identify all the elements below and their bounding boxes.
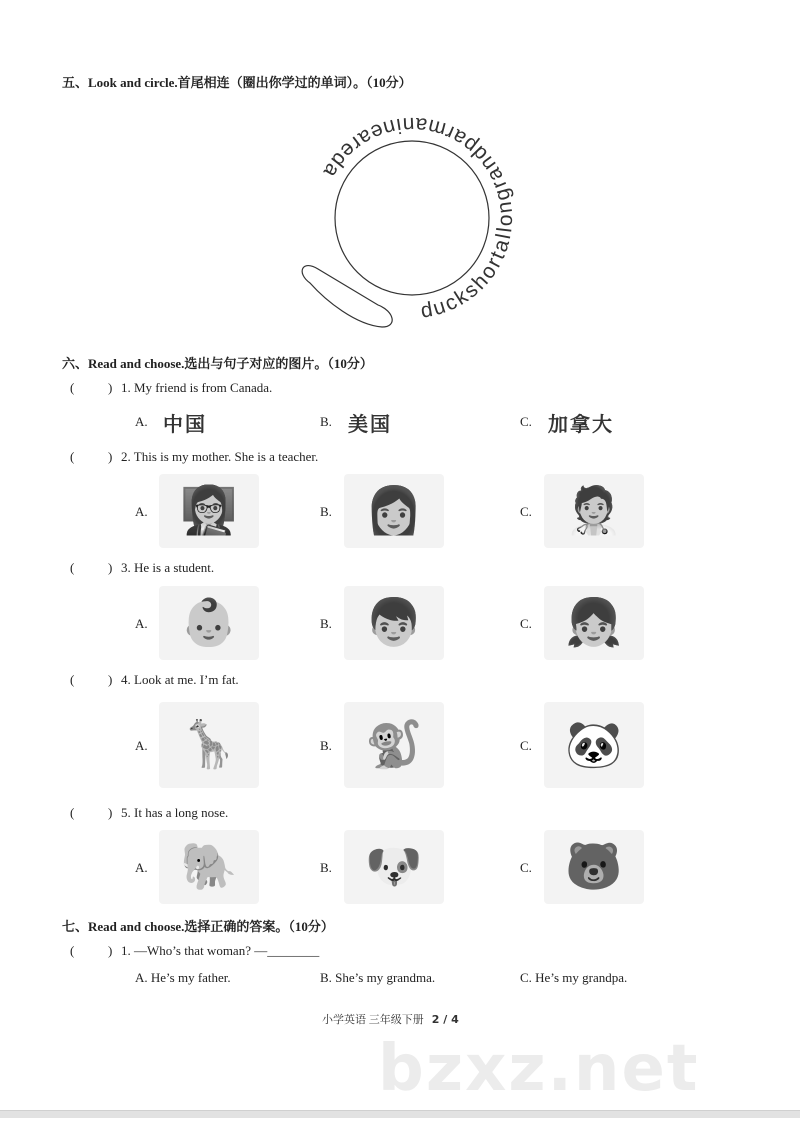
- answer-paren-close: ): [108, 943, 113, 958]
- section-6-title: 六、Read and choose.选出与句子对应的图片。（10分）: [62, 356, 373, 371]
- answer-paren-close: ): [108, 449, 113, 464]
- answer-paren-open[interactable]: (: [70, 560, 75, 575]
- footer: [322, 1011, 459, 1027]
- answer-paren-open[interactable]: (: [70, 943, 75, 958]
- option-label[interactable]: A.: [135, 738, 148, 753]
- section-7-title: 七、Read and choose.选择正确的答案。（10分）: [62, 919, 334, 934]
- question-text: 3. He is a student.: [121, 560, 215, 575]
- bottom-scroll-bar: [0, 1110, 800, 1118]
- word-ring-puzzle: [290, 105, 540, 340]
- option-label[interactable]: B.: [320, 414, 332, 429]
- option-label[interactable]: A.: [135, 616, 148, 631]
- option-label[interactable]: A.: [135, 414, 148, 429]
- option-label[interactable]: C.: [520, 616, 532, 631]
- option-label[interactable]: B.: [320, 616, 332, 631]
- answer-paren-close: ): [108, 805, 113, 820]
- answer-paren-open[interactable]: (: [70, 380, 75, 395]
- answer-paren-close: ): [108, 672, 113, 687]
- option-label[interactable]: C.: [520, 860, 532, 875]
- page-number: 2 / 4: [431, 1013, 459, 1026]
- question-text: 4. Look at me. I’m fat.: [121, 672, 239, 687]
- panda-picture[interactable]: 🐼: [544, 702, 644, 788]
- girl-picture[interactable]: 👧: [544, 586, 644, 660]
- answer-paren-open[interactable]: (: [70, 449, 75, 464]
- footer-text: 小学英语 三年级下册: [322, 1014, 424, 1026]
- teacher-at-blackboard-picture[interactable]: 👩‍🏫: [159, 474, 259, 548]
- country-name-option[interactable]: 中国: [163, 412, 207, 436]
- option-c[interactable]: C. He’s my grandpa.: [520, 970, 628, 985]
- option-a[interactable]: A. He’s my father.: [135, 970, 231, 985]
- question-text: 1. —Who’s that woman? —________: [121, 943, 320, 958]
- question-text: 2. This is my mother. She is a teacher.: [121, 449, 319, 464]
- option-label[interactable]: C.: [520, 738, 532, 753]
- section-5-title: 五、Look and circle.首尾相连（圈出你学过的单词）。（10分）: [62, 75, 412, 90]
- circled-word-duck: [302, 266, 392, 327]
- baby-sleeping-picture[interactable]: 👶: [159, 586, 259, 660]
- boy-waving-picture[interactable]: 👦: [344, 586, 444, 660]
- watermark: bzxz.net: [378, 1032, 700, 1106]
- option-label[interactable]: C.: [520, 504, 532, 519]
- monkey-picture[interactable]: 🐒: [344, 702, 444, 788]
- country-name-option[interactable]: 美国: [348, 412, 392, 436]
- inner-circle: [335, 141, 489, 295]
- woman-portrait-picture[interactable]: 👩: [344, 474, 444, 548]
- puppy-picture[interactable]: 🐶: [344, 830, 444, 904]
- answer-paren-close: ): [108, 560, 113, 575]
- option-label[interactable]: B.: [320, 738, 332, 753]
- option-label[interactable]: A.: [135, 860, 148, 875]
- bear-picture[interactable]: 🐻: [544, 830, 644, 904]
- nurse-picture[interactable]: 🧑‍⚕️: [544, 474, 644, 548]
- option-b[interactable]: B. She’s my grandma.: [320, 970, 436, 985]
- option-label[interactable]: B.: [320, 860, 332, 875]
- giraffe-picture[interactable]: 🦒: [159, 702, 259, 788]
- ring-letters: duckshortallongrandparmanineareda: [317, 112, 518, 323]
- question-text: 1. My friend is from Canada.: [121, 380, 273, 395]
- country-name-option[interactable]: 加拿大: [548, 412, 614, 436]
- option-label[interactable]: C.: [520, 414, 532, 429]
- question-text: 5. It has a long nose.: [121, 805, 229, 820]
- answer-paren-open[interactable]: (: [70, 805, 75, 820]
- elephant-picture[interactable]: 🐘: [159, 830, 259, 904]
- option-label[interactable]: A.: [135, 504, 148, 519]
- option-label[interactable]: B.: [320, 504, 332, 519]
- answer-paren-close: ): [108, 380, 113, 395]
- answer-paren-open[interactable]: (: [70, 672, 75, 687]
